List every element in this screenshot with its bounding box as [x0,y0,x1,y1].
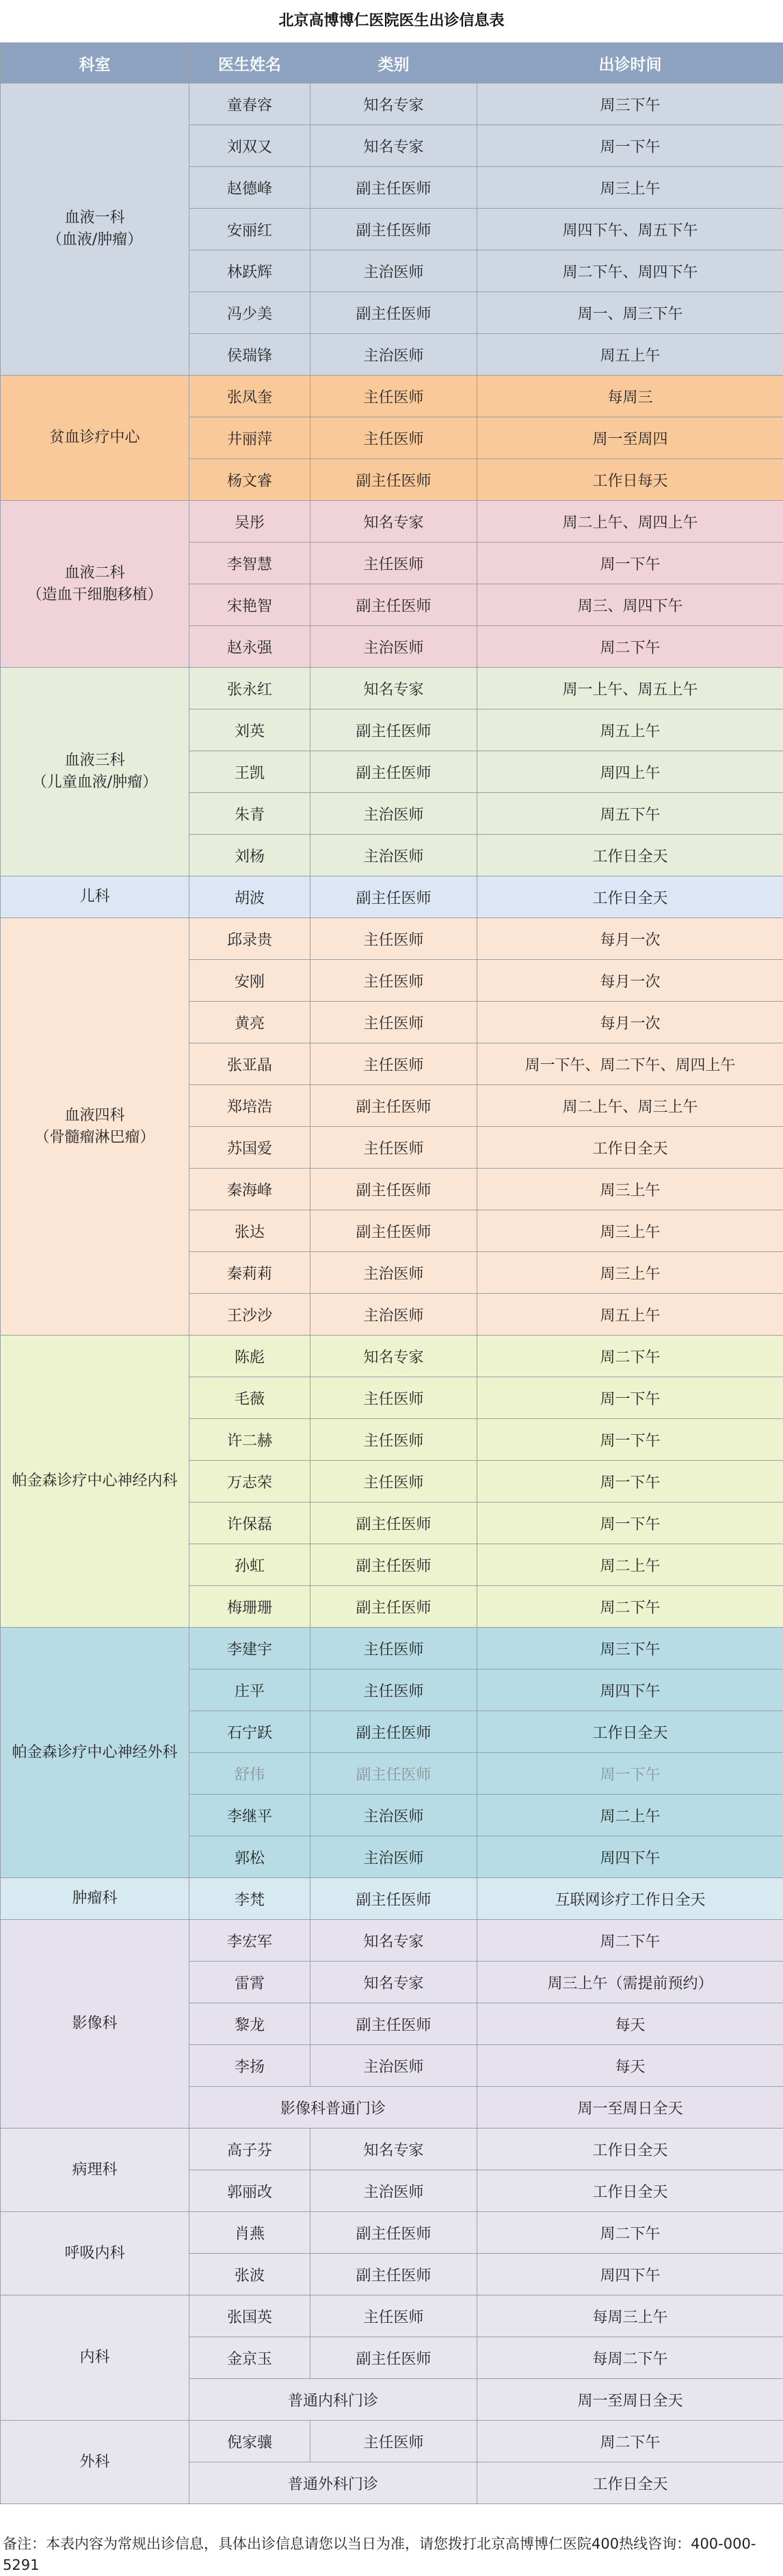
footnote: 备注：本表内容为常规出诊信息，具体出诊信息请您以当日为准，请您拨打北京高博博仁医院400热线咨询：400-000-5291 [3,2536,756,2573]
clinic-time-cell: 周五下午 [477,793,783,835]
clinic-time-cell: 周三下午 [477,1628,783,1669]
clinic-time-cell: 每月一次 [477,960,783,1002]
title-cell: 主任医师 [310,1419,477,1461]
title-cell: 副主任医师 [310,1753,477,1795]
title-cell: 知名专家 [310,668,477,710]
title-cell: 主任医师 [310,918,477,960]
clinic-time-cell: 每周二下午 [477,2337,783,2379]
clinic-time-cell: 周二上午 [477,1544,783,1586]
table-row [1,2212,783,2254]
clinic-time-cell: 周五上午 [477,710,783,751]
doctor-name-cell: 李扬 [189,2045,310,2087]
doctor-name-cell: 万志荣 [189,1461,310,1502]
clinic-time-cell: 工作日全天 [477,2462,783,2504]
clinic-time-cell: 周二上午、周三上午 [477,1085,783,1127]
title-cell: 主治医师 [310,1795,477,1836]
title-cell: 副主任医师 [310,2337,477,2379]
clinic-time-cell: 周二下午 [477,626,783,668]
department-cell: 贫血诊疗中心 [1,376,189,501]
clinic-time-cell: 周三、周四下午 [477,584,783,626]
clinic-time-cell: 周二下午 [477,1336,783,1377]
doctor-name-cell: 赵永强 [189,626,310,668]
general-clinic-cell: 影像科普通门诊 [189,2087,477,2129]
table-row [1,83,783,125]
title-cell: 副主任医师 [310,292,477,334]
department-cell: 外科 [1,2421,189,2504]
title-cell: 副主任医师 [310,459,477,501]
title-cell: 主任医师 [310,2295,477,2337]
clinic-time-cell: 周四下午 [477,1669,783,1711]
title-cell: 主任医师 [310,417,477,459]
clinic-time-cell: 周五上午 [477,1294,783,1336]
doctor-name-cell: 张达 [189,1210,310,1252]
doctor-name-cell: 张波 [189,2254,310,2295]
title-cell: 主任医师 [310,1002,477,1043]
doctor-name-cell: 胡波 [189,876,310,918]
clinic-time-cell: 周四上午 [477,751,783,793]
doctor-name-cell: 高子芬 [189,2129,310,2170]
doctor-name-cell: 李继平 [189,1795,310,1836]
department-cell: 帕金森诊疗中心神经外科 [1,1628,189,1878]
title-cell: 主任医师 [310,1628,477,1669]
doctor-name-cell: 刘双又 [189,125,310,167]
department-cell: 影像科 [1,1920,189,2129]
doctor-name-cell: 黄亮 [189,1002,310,1043]
doctor-name-cell: 石宁跃 [189,1711,310,1753]
clinic-time-cell: 周三上午 [477,1210,783,1252]
table-row [1,1878,783,1920]
department-cell: 呼吸内科 [1,2212,189,2295]
clinic-time-cell: 工作日全天 [477,2129,783,2170]
table-row [1,2129,783,2170]
title-cell: 知名专家 [310,125,477,167]
doctor-name-cell: 苏国爱 [189,1127,310,1169]
clinic-time-cell: 周一、周三下午 [477,292,783,334]
doctor-name-cell: 童春容 [189,83,310,125]
clinic-time-cell: 每天 [477,2003,783,2045]
table-row [1,1628,783,1669]
title-cell: 副主任医师 [310,1544,477,1586]
clinic-time-cell: 周一下午 [477,1502,783,1544]
table-row [1,501,783,543]
title-cell: 主治医师 [310,2170,477,2212]
clinic-time-cell: 周四下午、周五下午 [477,209,783,250]
table-row [1,2421,783,2462]
title-cell: 副主任医师 [310,1169,477,1210]
department-cell: 儿科 [1,876,189,918]
clinic-time-cell: 周一上午、周五上午 [477,668,783,710]
clinic-time-cell: 周三上午 [477,167,783,209]
general-clinic-cell: 普通外科门诊 [189,2462,477,2504]
title-cell: 知名专家 [310,2129,477,2170]
title-cell: 主治医师 [310,2045,477,2087]
doctor-name-cell: 黎龙 [189,2003,310,2045]
title-cell: 知名专家 [310,1962,477,2003]
doctor-name-cell: 肖燕 [189,2212,310,2254]
clinic-time-cell: 每周三上午 [477,2295,783,2337]
clinic-time-cell: 周三上午 [477,1169,783,1210]
doctor-name-cell: 王凯 [189,751,310,793]
doctor-name-cell: 王沙沙 [189,1294,310,1336]
doctor-name-cell: 李宏军 [189,1920,310,1962]
clinic-time-cell: 周五上午 [477,334,783,376]
doctor-name-cell: 梅珊珊 [189,1586,310,1628]
clinic-time-cell: 周一下午 [477,1377,783,1419]
title-cell: 主治医师 [310,793,477,835]
doctor-name-cell: 邱录贵 [189,918,310,960]
header-title: 类别 [310,43,477,83]
doctor-name-cell: 李梵 [189,1878,310,1920]
title-cell: 主任医师 [310,1461,477,1502]
clinic-time-cell: 互联网诊疗工作日全天 [477,1878,783,1920]
doctor-name-cell: 侯瑞锋 [189,334,310,376]
department-cell: 血液四科 （骨髓瘤淋巴瘤） [1,918,189,1336]
doctor-name-cell: 雷霄 [189,1962,310,2003]
doctor-name-cell: 毛薇 [189,1377,310,1419]
clinic-time-cell: 周一下午 [477,125,783,167]
clinic-time-cell: 周一至周四 [477,417,783,459]
doctor-name-cell: 安丽红 [189,209,310,250]
doctor-name-cell: 舒伟 [189,1753,310,1795]
title-cell: 主任医师 [310,1669,477,1711]
clinic-time-cell: 周二下午 [477,1586,783,1628]
clinic-time-cell: 周四下午 [477,2254,783,2295]
title-cell: 主任医师 [310,2421,477,2462]
general-clinic-cell: 普通内科门诊 [189,2379,477,2421]
schedule-table [0,42,783,2504]
title-cell: 副主任医师 [310,1711,477,1753]
clinic-time-cell: 周二下午 [477,2212,783,2254]
doctor-name-cell: 冯少美 [189,292,310,334]
clinic-time-cell: 周一下午 [477,543,783,584]
clinic-time-cell: 周三上午（需提前预约） [477,1962,783,2003]
clinic-time-cell: 周一下午 [477,1461,783,1502]
doctor-name-cell: 郭松 [189,1836,310,1878]
title-cell: 副主任医师 [310,1878,477,1920]
title-cell: 主任医师 [310,1043,477,1085]
clinic-time-cell: 周一至周日全天 [477,2379,783,2421]
clinic-time-cell: 周二下午 [477,1920,783,1962]
title-cell: 主治医师 [310,626,477,668]
doctor-name-cell: 张国英 [189,2295,310,2337]
title-cell: 副主任医师 [310,167,477,209]
title-cell: 主任医师 [310,543,477,584]
doctor-name-cell: 朱青 [189,793,310,835]
clinic-time-cell: 工作日每天 [477,459,783,501]
department-cell: 内科 [1,2295,189,2421]
doctor-name-cell: 金京玉 [189,2337,310,2379]
doctor-name-cell: 秦莉莉 [189,1252,310,1294]
title-cell: 副主任医师 [310,876,477,918]
clinic-time-cell: 周二上午 [477,1795,783,1836]
doctor-name-cell: 赵德峰 [189,167,310,209]
doctor-name-cell: 陈彪 [189,1336,310,1377]
title-cell: 副主任医师 [310,1085,477,1127]
title-cell: 知名专家 [310,1920,477,1962]
clinic-time-cell: 周四下午 [477,1836,783,1878]
doctor-name-cell: 杨文睿 [189,459,310,501]
title-cell: 副主任医师 [310,2003,477,2045]
title-cell: 主治医师 [310,334,477,376]
clinic-time-cell: 工作日全天 [477,876,783,918]
title-cell: 主治医师 [310,1294,477,1336]
doctor-name-cell: 李智慧 [189,543,310,584]
clinic-time-cell: 周一下午 [477,1753,783,1795]
department-cell: 血液二科 （造血干细胞移植） [1,501,189,668]
title-cell: 副主任医师 [310,1210,477,1252]
doctor-name-cell: 许二赫 [189,1419,310,1461]
doctor-name-cell: 吴彤 [189,501,310,543]
doctor-name-cell: 许保磊 [189,1502,310,1544]
doctor-name-cell: 张亚晶 [189,1043,310,1085]
title-cell: 主任医师 [310,1377,477,1419]
header-department: 科室 [1,43,189,83]
doctor-name-cell: 倪家骧 [189,2421,310,2462]
clinic-time-cell: 周二上午、周四上午 [477,501,783,543]
title-cell: 副主任医师 [310,584,477,626]
clinic-time-cell: 周三上午 [477,1252,783,1294]
table-row [1,2295,783,2337]
table-row [1,918,783,960]
clinic-time-cell: 工作日全天 [477,2170,783,2212]
title-cell: 主任医师 [310,376,477,417]
department-cell: 血液一科 （血液/肿瘤） [1,83,189,376]
title-cell: 主治医师 [310,1252,477,1294]
doctor-name-cell: 井丽萍 [189,417,310,459]
title-cell: 主治医师 [310,250,477,292]
department-cell: 血液三科 （儿童血液/肿瘤） [1,668,189,876]
table-row [1,1336,783,1377]
header-doctor-name: 医生姓名 [189,43,310,83]
title-cell: 副主任医师 [310,1502,477,1544]
header-clinic-time: 出诊时间 [477,43,783,83]
clinic-time-cell: 周一至周日全天 [477,2087,783,2129]
title-cell: 主任医师 [310,1127,477,1169]
clinic-time-cell: 周一下午、周二下午、周四上午 [477,1043,783,1085]
title-cell: 主治医师 [310,1836,477,1878]
doctor-name-cell: 郑培浩 [189,1085,310,1127]
header-row [1,43,783,83]
doctor-name-cell: 孙虹 [189,1544,310,1586]
doctor-name-cell: 刘杨 [189,835,310,876]
clinic-time-cell: 周二下午、周四下午 [477,250,783,292]
clinic-time-cell: 周二下午 [477,2421,783,2462]
clinic-time-cell: 每月一次 [477,918,783,960]
department-cell: 病理科 [1,2129,189,2212]
doctor-name-cell: 郭丽改 [189,2170,310,2212]
title-cell: 副主任医师 [310,710,477,751]
department-cell: 肿瘤科 [1,1878,189,1920]
clinic-time-cell: 工作日全天 [477,1127,783,1169]
doctor-name-cell: 宋艳智 [189,584,310,626]
table-row [1,376,783,417]
doctor-name-cell: 张永红 [189,668,310,710]
title-cell: 知名专家 [310,83,477,125]
table-row [1,1920,783,1962]
doctor-name-cell: 李建宇 [189,1628,310,1669]
doctor-name-cell: 庄平 [189,1669,310,1711]
title-cell: 主任医师 [310,960,477,1002]
clinic-time-cell: 每天 [477,2045,783,2087]
clinic-time-cell: 每月一次 [477,1002,783,1043]
table-row [1,668,783,710]
doctor-name-cell: 林跃辉 [189,250,310,292]
clinic-time-cell: 周三下午 [477,83,783,125]
title-cell: 主治医师 [310,835,477,876]
department-cell: 帕金森诊疗中心神经内科 [1,1336,189,1628]
page-title: 北京高博博仁医院医生出诊信息表 [278,12,505,29]
title-cell: 知名专家 [310,501,477,543]
doctor-name-cell: 秦海峰 [189,1169,310,1210]
clinic-time-cell: 工作日全天 [477,1711,783,1753]
title-cell: 知名专家 [310,1336,477,1377]
clinic-time-cell: 周一下午 [477,1419,783,1461]
doctor-name-cell: 张凤奎 [189,376,310,417]
doctor-name-cell: 安刚 [189,960,310,1002]
title-cell: 副主任医师 [310,2212,477,2254]
clinic-time-cell: 工作日全天 [477,835,783,876]
title-cell: 副主任医师 [310,751,477,793]
schedule-body [1,83,783,2504]
title-cell: 副主任医师 [310,2254,477,2295]
table-row [1,876,783,918]
clinic-time-cell: 每周三 [477,376,783,417]
title-cell: 副主任医师 [310,209,477,250]
title-cell: 副主任医师 [310,1586,477,1628]
doctor-name-cell: 刘英 [189,710,310,751]
